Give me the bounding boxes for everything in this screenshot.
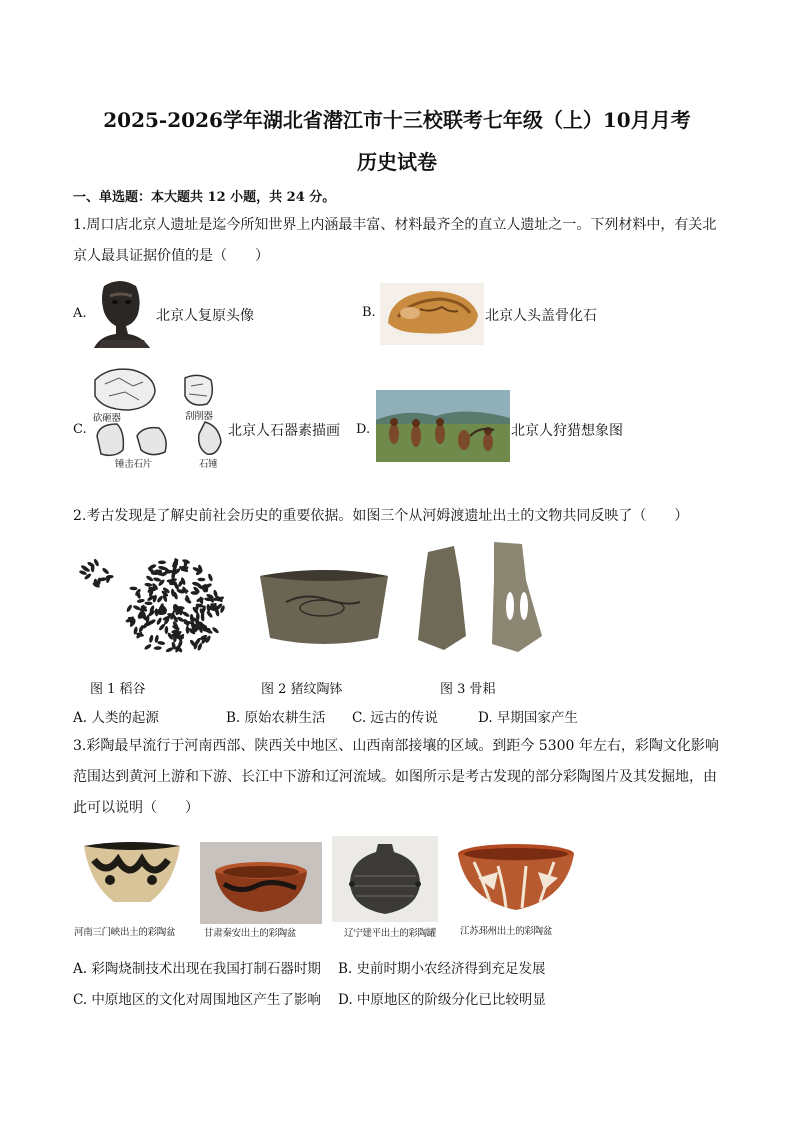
stone-tool-label-scraper: 刮削器 bbox=[185, 411, 213, 422]
q3-stem-line1: 3.彩陶最早流行于河南西部、陕西关中地区、山西南部接壤的区域。到距今 5300 年左右，彩陶文化影响 bbox=[73, 738, 719, 754]
q2-option-d: D. 早期国家产生 bbox=[478, 710, 578, 726]
q3-option-a: A. 彩陶烧制技术出现在我国打制石器时期 bbox=[73, 961, 321, 977]
pottery-jianping-image bbox=[332, 836, 438, 922]
q1-option-b-caption: 北京人头盖骨化石 bbox=[485, 308, 597, 324]
q3-stem-line3: 此可以说明（ ） bbox=[73, 800, 199, 816]
q2-option-a: A. 人类的起源 bbox=[73, 710, 159, 726]
q1-option-b-letter: B. bbox=[362, 305, 376, 320]
stone-tool-label-hammer: 石锤 bbox=[199, 459, 218, 470]
q1-option-a-caption: 北京人复原头像 bbox=[156, 308, 254, 324]
q3-image-caption-2: 甘肃秦安出土的彩陶盆 bbox=[204, 928, 297, 939]
hunting-scene-image bbox=[376, 390, 510, 462]
skull-fossil-image bbox=[380, 283, 484, 345]
q3-stem-line2: 范围达到黄河上游和下游、长江中下游和辽河流域。如图所示是考古发现的部分彩陶图片及其发掘地，由 bbox=[73, 769, 717, 785]
exam-title: 2025-2026学年湖北省潜江市十三校联考七年级（上）10月月考 bbox=[103, 108, 691, 132]
q3-image-caption-3: 辽宁建平出土的彩陶罐 bbox=[344, 928, 437, 939]
stone-tools-sketch bbox=[89, 366, 229, 470]
q1-option-c-caption: 北京人石器素描画 bbox=[228, 423, 340, 439]
q1-option-d-caption: 北京人狩猎想象图 bbox=[511, 423, 623, 439]
q1-stem-line2: 京人最具证据价值的是（ ） bbox=[73, 248, 269, 264]
q2-fig3-caption: 图 3 骨耜 bbox=[440, 682, 496, 697]
stone-tool-label-flake: 锤击石片 bbox=[115, 459, 152, 470]
pottery-sanmenxia-image bbox=[80, 836, 184, 916]
q3-image-caption-1: 河南三门峡出土的彩陶盆 bbox=[74, 927, 176, 938]
pottery-pizhou-image bbox=[454, 838, 578, 918]
q2-fig1-caption: 图 1 稻谷 bbox=[90, 682, 146, 697]
q2-stem: 2.考古发现是了解史前社会历史的重要依据。如图三个从河姆渡遗址出土的文物共同反映了（ ） bbox=[73, 508, 689, 524]
q1-option-c-letter: C. bbox=[73, 422, 87, 437]
q2-fig2-caption: 图 2 猪纹陶钵 bbox=[261, 682, 343, 697]
bone-spade-image bbox=[414, 540, 554, 656]
q2-option-c: C. 远古的传说 bbox=[352, 710, 438, 726]
pottery-qinan-image bbox=[200, 842, 322, 924]
q1-option-d-letter: D. bbox=[356, 422, 371, 437]
q3-option-d: D. 中原地区的阶级分化已比较明显 bbox=[338, 992, 546, 1008]
exam-subtitle: 历史试卷 bbox=[357, 150, 437, 174]
q3-option-b: B. 史前时期小农经济得到充足发展 bbox=[338, 961, 546, 977]
q3-option-c: C. 中原地区的文化对周围地区产生了影响 bbox=[73, 992, 321, 1008]
q3-image-caption-4: 江苏邳州出土的彩陶盆 bbox=[460, 926, 553, 937]
section-header: 一、单选题：本大题共 12 小题，共 24 分。 bbox=[73, 190, 336, 205]
rice-grains-image bbox=[75, 548, 227, 660]
peking-man-bust-image bbox=[90, 278, 156, 350]
q1-stem-line1: 1.周口店北京人遗址是迄今所知世界上内涵最丰富、材料最齐全的直立人遗址之一。下列材料中，有关北 bbox=[73, 217, 717, 233]
q2-option-b: B. 原始农耕生活 bbox=[226, 710, 326, 726]
pig-pattern-bowl-image bbox=[256, 562, 392, 652]
stone-tool-label-chopper: 砍砸器 bbox=[93, 413, 121, 424]
q1-option-a-letter: A. bbox=[73, 306, 87, 321]
